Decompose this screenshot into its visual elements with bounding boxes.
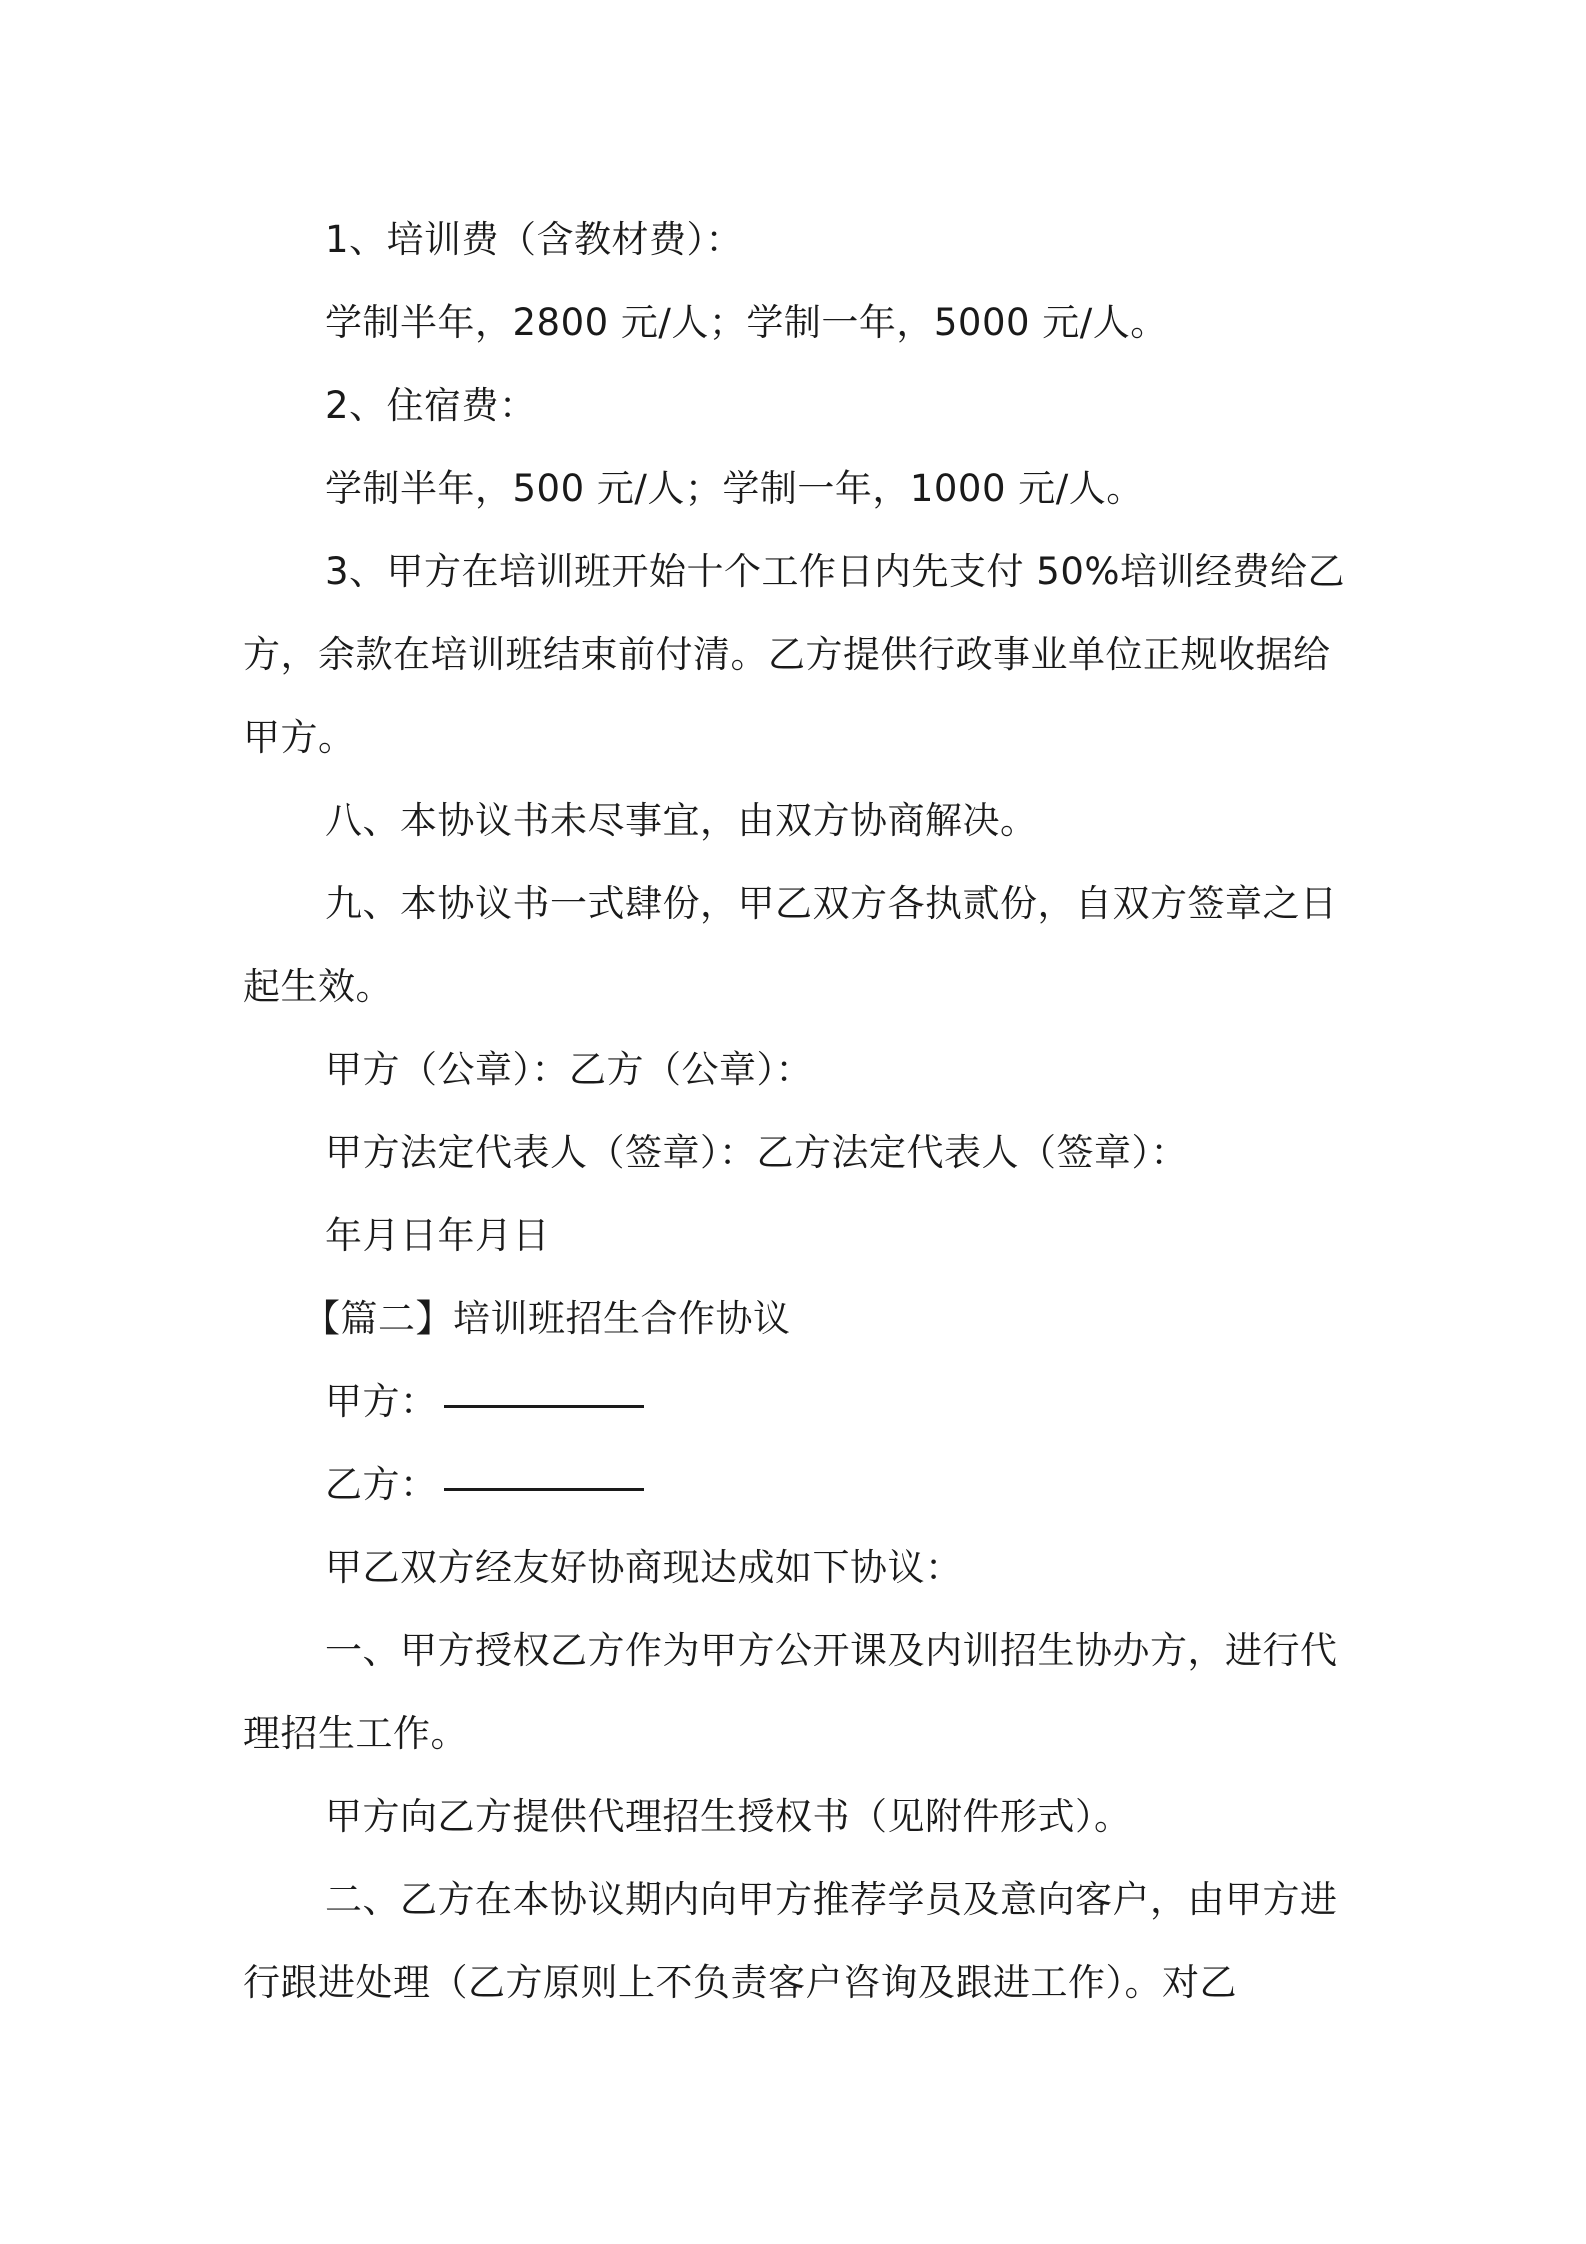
party-b-label: 乙方： (325, 1463, 438, 1506)
paragraph-official-seals: 甲方（公章）：乙方（公章）： (325, 1048, 813, 1091)
document-body (243, 198, 1358, 2024)
paragraph-clause-nine: 九、本协议书一式肆份，甲乙双方各执贰份，自双方签章之日起生效。 (243, 882, 1338, 1008)
paragraph-party-a (243, 1360, 1358, 1443)
paragraph-legal-representatives: 甲方法定代表人（签章）：乙方法定代表人（签章）： (325, 1131, 1188, 1174)
paragraph-clause-two: 二、乙方在本协议期内向甲方推荐学员及意向客户，由甲方进行跟进处理（乙方原则上不负责客户咨询及跟进工作）。对乙 (243, 1878, 1338, 2004)
party-b-blank-line (444, 1482, 644, 1491)
party-a-blank-line (444, 1399, 644, 1408)
paragraph-party-b (243, 1443, 1358, 1526)
paragraph-accommodation-fee-rates: 学制半年，500 元/人；学制一年，1000 元/人。 (325, 467, 1144, 510)
paragraph-accommodation-fee-heading: 2、住宿费： (325, 384, 537, 427)
paragraph-dates: 年月日年月日 (325, 1214, 550, 1257)
paragraph-clause-eight: 八、本协议书未尽事宜，由双方协商解决。 (325, 799, 1038, 842)
paragraph-clause-one: 一、甲方授权乙方作为甲方公开课及内训招生协办方，进行代理招生工作。 (243, 1629, 1338, 1755)
paragraph-agreement-intro: 甲乙双方经友好协商现达成如下协议： (325, 1546, 963, 1589)
paragraph-training-fee-rates: 学制半年，2800 元/人；学制一年，5000 元/人。 (325, 301, 1168, 344)
paragraph-training-fee-heading: 1、培训费（含教材费）： (325, 218, 744, 261)
paragraph-payment-terms: 3、甲方在培训班开始十个工作日内先支付 50%培训经费给乙方，余款在培训班结束前付清。乙方提供行政事业单位正规收据给甲方。 (243, 550, 1346, 759)
section-title: 【篇二】培训班招生合作协议 (303, 1297, 791, 1340)
paragraph-authorization-letter: 甲方向乙方提供代理招生授权书（见附件形式）。 (325, 1795, 1132, 1838)
party-a-label: 甲方： (325, 1380, 438, 1423)
